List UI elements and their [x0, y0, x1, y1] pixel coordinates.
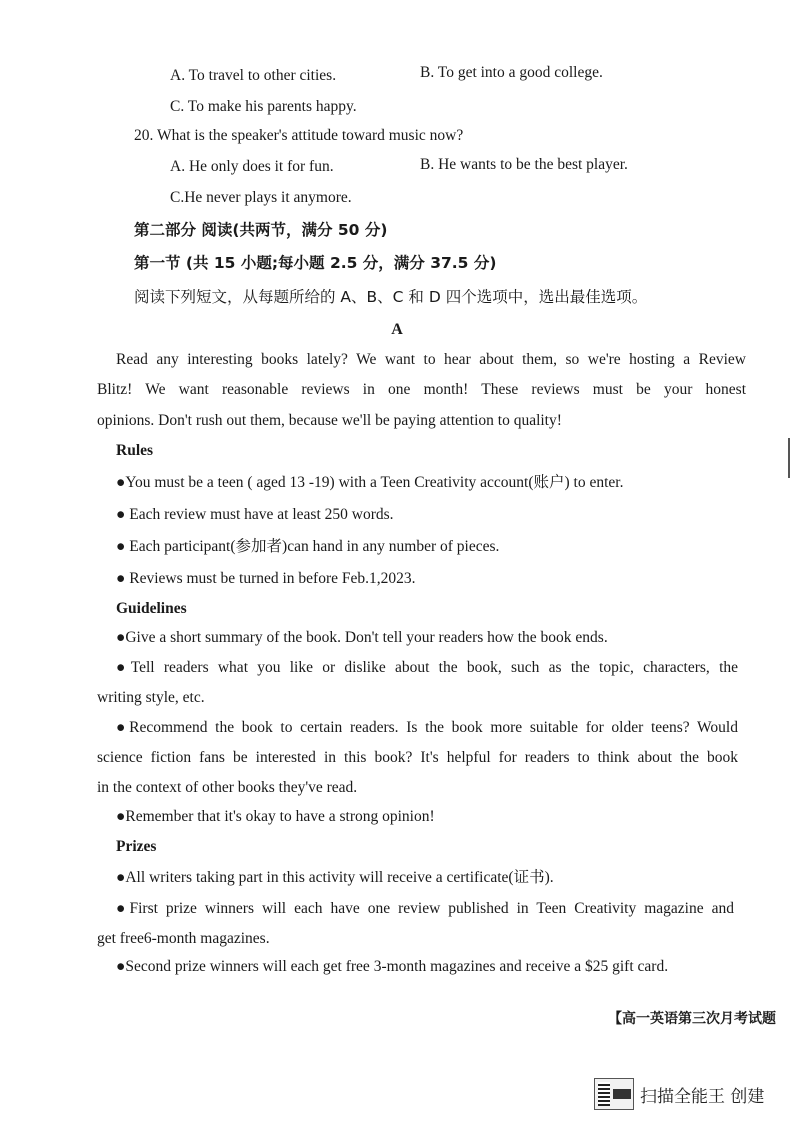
guidelines-item-2-line-2: writing style, etc.	[97, 689, 205, 706]
q19-option-b: B. To get into a good college.	[420, 64, 603, 81]
guidelines-item-4: ●Remember that it's okay to have a strong opinion!	[116, 808, 435, 825]
section-instruction: 阅读下列短文，从每题所给的 A、B、C 和 D 四个选项中，选出最佳选项。	[134, 288, 648, 306]
prizes-item-2-line-1: ●First prize winners will each have one review published in Teen Creativity magazine and	[116, 900, 734, 917]
scanner-watermark	[594, 1078, 764, 1110]
rules-item-2: ● Each review must have at least 250 words.	[116, 506, 394, 523]
camscanner-logo-icon	[594, 1078, 634, 1110]
guidelines-item-3-line-1: ●Recommend the book to certain readers. Is the book more suitable for older teens? Would	[116, 719, 738, 736]
rules-item-4: ● Reviews must be turned in before Feb.1,2023.	[116, 570, 416, 587]
intro-line-3: opinions. Don't rush out them, because we'll be paying attention to quality!	[97, 412, 562, 429]
q20-option-c: C.He never plays it anymore.	[170, 189, 352, 206]
section-1-heading: 第一节 (共 15 小题;每小题 2.5 分，满分 37.5 分)	[134, 254, 497, 272]
prizes-item-1: ●All writers taking part in this activity will receive a certificate(证书).	[116, 869, 554, 886]
q19-option-a: A. To travel to other cities.	[170, 67, 337, 84]
prizes-item-2-line-2: get free6-month magazines.	[97, 930, 270, 947]
guidelines-item-3-line-3: in the context of other books they've read.	[97, 779, 358, 796]
q20-option-a: A. He only does it for fun.	[170, 158, 334, 175]
exam-title-footer: 【高一英语第三次月考试题	[608, 1011, 776, 1027]
guidelines-heading: Guidelines	[116, 600, 187, 617]
prizes-heading: Prizes	[116, 838, 157, 855]
intro-line-2: Blitz! We want reasonable reviews in one month! These reviews must be your honest	[97, 381, 746, 398]
prizes-item-3: ●Second prize winners will each get free 3-month magazines and receive a $25 gift card.	[116, 958, 669, 975]
rules-heading: Rules	[116, 442, 154, 459]
q20-question: 20. What is the speaker's attitude toward music now?	[134, 127, 464, 144]
guidelines-item-1: ●Give a short summary of the book. Don't tell your readers how the book ends.	[116, 629, 608, 646]
scanner-watermark-text: 扫描全能王 创建	[640, 1086, 765, 1107]
guidelines-item-3-line-2: science fiction fans be interested in this book? It's helpful for readers to think about the book	[97, 749, 738, 766]
page-edge-mark	[788, 438, 790, 478]
q19-option-c: C. To make his parents happy.	[170, 98, 357, 115]
rules-item-3: ● Each participant(参加者)can hand in any number of pieces.	[116, 538, 500, 555]
rules-item-1: ●You must be a teen ( aged 13 -19) with a Teen Creativity account(账户) to enter.	[116, 474, 624, 491]
passage-letter: A	[391, 321, 403, 338]
section-part2-heading: 第二部分 阅读(共两节，满分 50 分)	[134, 221, 388, 239]
intro-line-1: Read any interesting books lately? We want to hear about them, so we're hosting a Review	[116, 351, 746, 368]
q20-option-b: B. He wants to be the best player.	[420, 156, 628, 173]
guidelines-item-2-line-1: ●Tell readers what you like or dislike about the book, such as the topic, characters, the	[116, 659, 738, 676]
